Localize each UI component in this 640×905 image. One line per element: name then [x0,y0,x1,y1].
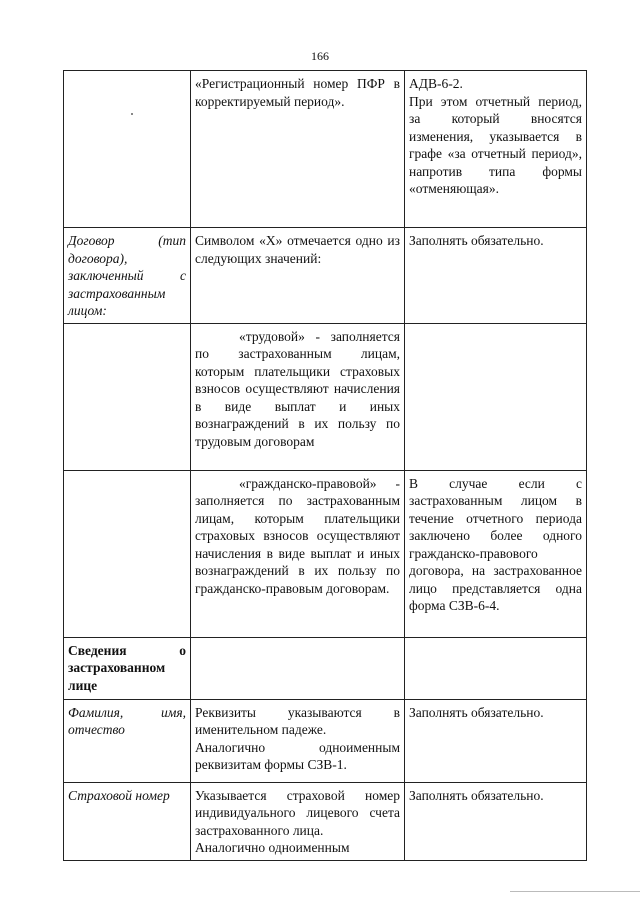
field-name: Договор (тип договора), заключенный с застрахованным лицом: [68,233,186,318]
table-row [64,71,587,228]
field-name-cell [64,699,191,782]
table-row [64,470,587,637]
description-cell [191,699,405,782]
note-cell [405,470,587,637]
table-row [64,637,587,699]
description-cell [191,71,405,228]
description-cell [191,637,405,699]
description-text: «гражданско-правовой» - заполняется по застрахованным лицам, которым плательщики страховых взносов осуществляют начисления в виде выплат и иных вознаграждений в их пользу по гражданско-правовым договорам. [195,475,400,596]
note-text: АДВ-6-2. [409,76,463,91]
description-cell [191,782,405,860]
field-name-cell [64,228,191,324]
table-row [64,228,587,324]
note-cell [405,323,587,470]
field-name-cell [64,71,191,228]
table-row [64,782,587,860]
section-header: Сведения о застрахованном лице [68,642,186,693]
note-text: При этом отчетный период, за который вносятся изменения, указывается в графе «за отчетный период», напротив типа формы «отменяющая». [409,93,582,196]
description-text: Аналогично одноименным [195,840,350,855]
table-row [64,699,587,782]
field-name: Страховой номер [68,787,170,803]
description-text: «трудовой» - заполняется по застрахованным лицам, которым плательщики страховых взносов осуществляют начисления в виде выплат и иных вознаграждений в их пользу по трудовым договорам [195,328,400,449]
description-text: «Регистрационный номер ПФР в корректируемый период». [195,76,400,109]
field-name-cell [64,782,191,860]
description-text: Указывается страховой номер индивидуального лицевого счета застрахованного лица. [195,787,400,838]
scan-edge-line [510,891,640,892]
page-number: 166 [311,49,329,63]
note-cell [405,782,587,860]
note-cell [405,699,587,782]
description-cell [191,470,405,637]
description-text: Символом «X» отмечается одно из следующих значений: [195,233,400,266]
field-name-cell [64,470,191,637]
field-name: Фамилия, имя, отчество [68,704,186,737]
regulation-table [63,70,587,861]
note-cell [405,637,587,699]
description-text: Аналогично одноименным реквизитам формы СЗВ-1. [195,739,400,772]
description-cell [191,323,405,470]
table-row [64,323,587,470]
note-text: Заполнять обязательно. [409,233,544,248]
note-text: Заполнять обязательно. [409,787,544,803]
note-text: Заполнять обязательно. [409,704,544,720]
note-cell [405,228,587,324]
description-text: Реквизиты указываются в именительном падеже. [195,704,400,737]
field-name-cell [64,323,191,470]
description-cell [191,228,405,324]
section-header-cell [64,637,191,699]
note-cell [405,71,587,228]
note-text: В случае если с застрахованным лицом в течение отчетного периода заключено более одного гражданско-правового договора, на застрахованное лицо представляется одна форма СЗВ-6-4. [409,475,582,613]
